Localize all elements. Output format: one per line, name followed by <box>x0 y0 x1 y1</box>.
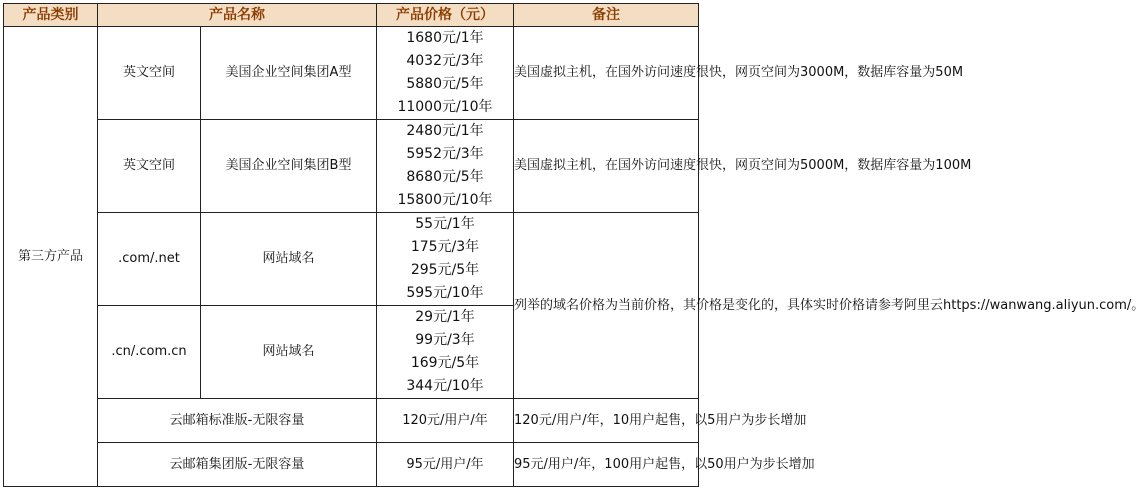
table-row <box>4 399 699 443</box>
domain-note-cell: 列举的域名价格为当前价格，其价格是变化的，具体实时价格请参考阿里云https://wanwang.aliyun.com/。 <box>514 213 699 399</box>
price-item: 5952元/3年 <box>406 146 484 162</box>
price-item: 1680元/1年 <box>406 30 484 46</box>
header-price: 产品价格（元） <box>377 4 514 27</box>
header-category: 产品类别 <box>4 4 98 27</box>
note-cell: 美国虚拟主机，在国外访问速度很快，网页空间为5000M，数据库容量为100M <box>514 120 699 213</box>
product-type: .cn/.com.cn <box>98 306 201 399</box>
price-item: 295元/5年 <box>410 262 480 278</box>
price-item: 169元/5年 <box>410 355 480 371</box>
header-note: 备注 <box>514 4 699 27</box>
price-item: 4032元/3年 <box>406 53 484 69</box>
price-item: 344元/10年 <box>406 378 484 394</box>
product-name: 云邮箱集团版-无限容量 <box>98 443 377 487</box>
price-item: 55元/1年 <box>415 216 475 232</box>
table-row <box>4 120 699 213</box>
price-list <box>377 27 514 120</box>
note-cell: 120元/用户/年，10用户起售，以5用户为步长增加 <box>514 399 699 443</box>
price-list <box>377 306 514 399</box>
product-type: 英文空间 <box>98 120 201 213</box>
price-cell: 120元/用户/年 <box>377 399 514 443</box>
pricing-table <box>3 3 1144 487</box>
product-name: 网站域名 <box>201 213 377 306</box>
table-row <box>4 27 699 120</box>
price-item: 2480元/1年 <box>406 123 484 139</box>
product-type: 英文空间 <box>98 27 201 120</box>
header-name: 产品名称 <box>98 4 377 27</box>
price-list <box>377 120 514 213</box>
product-name: 美国企业空间集团B型 <box>201 120 377 213</box>
price-list <box>377 213 514 306</box>
price-item: 175元/3年 <box>410 239 480 255</box>
price-item: 29元/1年 <box>415 309 475 325</box>
product-name: 网站域名 <box>201 306 377 399</box>
header-row <box>4 4 699 27</box>
table-row <box>4 443 699 487</box>
category-cell: 第三方产品 <box>4 27 98 487</box>
product-name: 美国企业空间集团A型 <box>201 27 377 120</box>
price-cell: 95元/用户/年 <box>377 443 514 487</box>
product-name: 云邮箱标准版-无限容量 <box>98 399 377 443</box>
price-item: 99元/3年 <box>415 332 475 348</box>
table-row <box>4 213 699 306</box>
price-item: 11000元/10年 <box>397 99 493 115</box>
note-cell: 美国虚拟主机，在国外访问速度很快，网页空间为3000M，数据库容量为50M <box>514 27 699 120</box>
price-item: 15800元/10年 <box>397 192 493 208</box>
price-item: 8680元/5年 <box>406 169 484 185</box>
price-item: 595元/10年 <box>406 285 484 301</box>
product-type: .com/.net <box>98 213 201 306</box>
note-cell: 95元/用户/年，100用户起售，以50用户为步长增加 <box>514 443 699 487</box>
price-item: 5880元/5年 <box>406 76 484 92</box>
